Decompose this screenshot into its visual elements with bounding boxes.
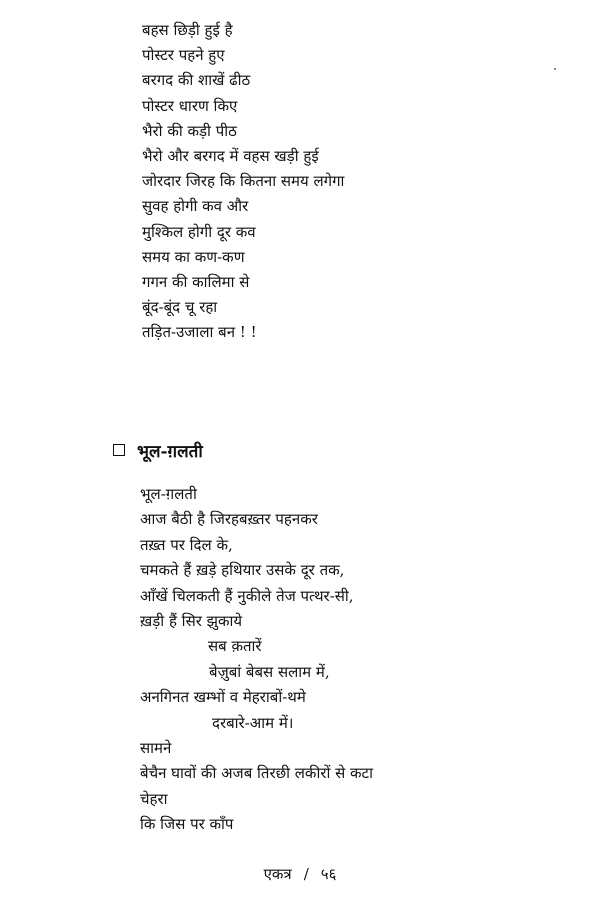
book-title: एकत्र <box>263 865 292 883</box>
poem-line: चेहरा <box>140 789 168 808</box>
section-title: भूल-ग़लती <box>137 441 203 462</box>
poem-line: आज बैठी है जिरहबख़्तर पहनकर <box>140 510 318 529</box>
poem-line: अनगिनत खम्भों व मेहराबों-थमे <box>140 688 306 707</box>
poem-line: तख़्त पर दिल के, <box>140 535 233 554</box>
poem-line: दरबारे-आम में। <box>212 713 294 732</box>
poem-line: कि जिस पर काँप <box>140 815 234 834</box>
poem-line: भैरो और बरगद में वहस खड़ी हुई <box>142 146 319 165</box>
poem-line: आँखें चिलकती हैं नुकीले तेज पत्थर-सी, <box>140 586 354 605</box>
poem-line: समय का कण-कण <box>142 247 245 266</box>
poem-line: चमकते हैं ख़ड़े हथियार उसके दूर तक, <box>140 561 345 580</box>
poem-line: भैरो की कड़ी पीठ <box>142 121 237 140</box>
poem-line: भूल-ग़लती <box>140 485 197 503</box>
poem-bottom <box>140 482 590 837</box>
square-bullet-icon <box>113 444 125 456</box>
poem-line: ख़ड़ी हैं सिर झुकाये <box>140 611 243 630</box>
poem-line: बहस छिड़ी हुई है <box>142 21 233 39</box>
footer-separator: / <box>303 865 309 883</box>
section-heading <box>113 436 203 464</box>
poem-line: तड़ित-उजाला बन ! ! <box>142 323 257 342</box>
poem-line: सब क़तारें <box>208 637 262 656</box>
poem-line: बेज़ुबां बेबस सलाम में, <box>209 662 330 681</box>
poem-line: बेचैन घावों की अजब तिरछी लकीरों से कटा <box>140 764 373 783</box>
poem-line: बरगद की शाखें ढीठ <box>142 71 251 90</box>
poem-line: सुवह होगी कव और <box>142 197 249 216</box>
poem-line: पोस्टर धारण किए <box>142 96 238 115</box>
poem-line: गगन की कालिमा से <box>142 272 250 291</box>
page-number: ५६ <box>320 865 337 883</box>
poem-line: पोस्टर पहने हुए <box>142 46 225 65</box>
poem-top <box>142 18 582 345</box>
poem-line: बूंद-बूंद चू रहा <box>142 298 218 317</box>
poem-line: सामने <box>140 738 172 757</box>
page-footer <box>0 864 600 884</box>
poem-line: मुश्किल होगी दूर कव <box>142 222 256 241</box>
poem-line: जोरदार जिरह कि कितना समय लगेगा <box>142 172 345 191</box>
